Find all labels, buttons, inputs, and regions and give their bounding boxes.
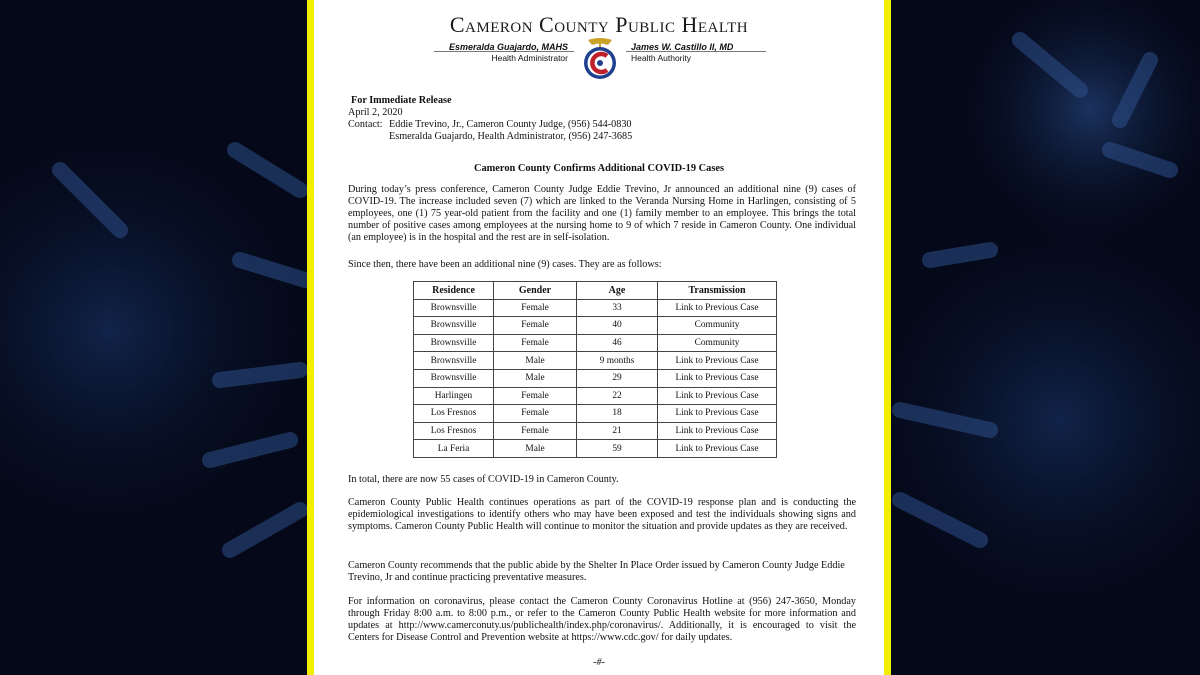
org-name: Cameron County Public Health <box>449 12 749 37</box>
table-row <box>414 369 777 387</box>
cell-transmission: Link to Previous Case <box>658 422 777 440</box>
paragraph-additional-cases: Since then, there have been an additional nine (9) cases. They are as follows: <box>348 259 662 270</box>
cell-gender: Female <box>494 299 577 317</box>
right-official <box>631 42 733 64</box>
cell-age: 33 <box>577 299 658 317</box>
table-row <box>414 317 777 335</box>
cell-gender: Female <box>494 405 577 423</box>
contact-row-2 <box>348 131 856 143</box>
cell-residence: Brownsville <box>414 299 494 317</box>
right-official-name: James W. Castillo II, MD <box>631 42 734 52</box>
table-row <box>414 440 777 458</box>
left-official-title: Health Administrator <box>491 53 568 63</box>
cell-transmission: Link to Previous Case <box>658 352 777 370</box>
cell-gender: Female <box>494 422 577 440</box>
col-header-transmission: Transmission <box>658 282 777 300</box>
release-date: April 2, 2020 <box>348 107 403 119</box>
table-row <box>414 387 777 405</box>
table-row <box>414 299 777 317</box>
cell-transmission: Link to Previous Case <box>658 369 777 387</box>
cell-residence: Brownsville <box>414 352 494 370</box>
cell-age: 21 <box>577 422 658 440</box>
cell-transmission: Link to Previous Case <box>658 299 777 317</box>
table-row <box>414 405 777 423</box>
table-header-row <box>414 282 777 300</box>
col-header-gender: Gender <box>494 282 577 300</box>
press-release-document <box>314 0 884 675</box>
table-row <box>414 352 777 370</box>
paragraph-shelter-order: Cameron County recommends that the public abide by the Shelter In Place Order issued by Cameron County Judge Eddie Trevino, Jr and continue practicing preventative measures. <box>348 560 845 584</box>
cell-gender: Female <box>494 387 577 405</box>
cell-age: 46 <box>577 334 658 352</box>
contact-row-1 <box>348 119 856 131</box>
cell-transmission: Link to Previous Case <box>658 387 777 405</box>
contact-2: Esmeralda Guajardo, Health Administrator, (956) 247-3685 <box>389 131 633 143</box>
cell-residence: Brownsville <box>414 317 494 335</box>
cell-residence: Los Fresnos <box>414 422 494 440</box>
cell-age: 9 months <box>577 352 658 370</box>
headline: Cameron County Confirms Additional COVID-19 Cases <box>473 163 725 174</box>
col-header-residence: Residence <box>414 282 494 300</box>
cell-gender: Female <box>494 317 577 335</box>
cell-age: 40 <box>577 317 658 335</box>
end-mark: -#- <box>593 657 605 668</box>
right-official-title: Health Authority <box>631 53 692 63</box>
cell-age: 29 <box>577 369 658 387</box>
table-body <box>414 299 777 457</box>
contact-label: Contact: <box>348 119 383 131</box>
table-row <box>414 422 777 440</box>
cell-age: 22 <box>577 387 658 405</box>
cell-residence: Los Fresnos <box>414 405 494 423</box>
cell-residence: La Feria <box>414 440 494 458</box>
cases-table <box>413 281 777 458</box>
county-seal-logo <box>580 36 620 80</box>
contact-1: Eddie Trevino, Jr., Cameron County Judge, (956) 544-0830 <box>389 119 632 131</box>
paragraph-press-conference: During today’s press conference, Cameron County Judge Eddie Trevino, Jr announced an additional nine (9) cases of COVID-19. The increase included seven (7) which are linked to the Veranda Nursing Home in Harlingen, consisting of 5 employees, one (1) 75 year-old patient from the facility and one (1) family member to an employee. This brings the total number of positive cases among employees at the nursing home to 9 of which 7 reside in Cameron County. One individual (an employee) is in the hospital and the rest are in self-isolation. <box>348 184 856 244</box>
release-info <box>348 95 856 143</box>
paragraph-information: For information on coronavirus, please contact the Cameron County Coronavirus Hotline at (956) 247-3650, Monday through Friday 8:00 a.m. to 8:00 p.m., or refer to the Cameron County Public Health website for more information and updates at http://www.camerconuty.us/publichealth/index.php/coronavirus/. Additionally, it is encouraged to visit the Centers for Disease Control and Prevention website at https://www.cdc.gov/ for daily updates. <box>348 596 856 644</box>
cell-residence: Brownsville <box>414 369 494 387</box>
cell-residence: Brownsville <box>414 334 494 352</box>
paragraph-operations: Cameron County Public Health continues operations as part of the COVID-19 response plan and is conducting the epidemiological investigations to identify others who may have been exposed and test the individuals showing signs and symptoms. Cameron County Public Health will continue to monitor the situation and provide updates as they are received. <box>348 497 856 533</box>
cell-age: 59 <box>577 440 658 458</box>
cell-transmission: Community <box>658 317 777 335</box>
left-official <box>449 42 568 64</box>
paragraph-total-cases: In total, there are now 55 cases of COVID-19 in Cameron County. <box>348 474 619 485</box>
col-header-age: Age <box>577 282 658 300</box>
left-official-name: Esmeralda Guajardo, MAHS <box>448 42 568 52</box>
cell-gender: Male <box>494 352 577 370</box>
cell-gender: Female <box>494 334 577 352</box>
cell-gender: Male <box>494 369 577 387</box>
cell-transmission: Link to Previous Case <box>658 440 777 458</box>
table-row <box>414 334 777 352</box>
cell-transmission: Link to Previous Case <box>658 405 777 423</box>
cell-transmission: Community <box>658 334 777 352</box>
cell-residence: Harlingen <box>414 387 494 405</box>
cell-gender: Male <box>494 440 577 458</box>
release-label: For Immediate Release <box>351 95 452 106</box>
cell-age: 18 <box>577 405 658 423</box>
